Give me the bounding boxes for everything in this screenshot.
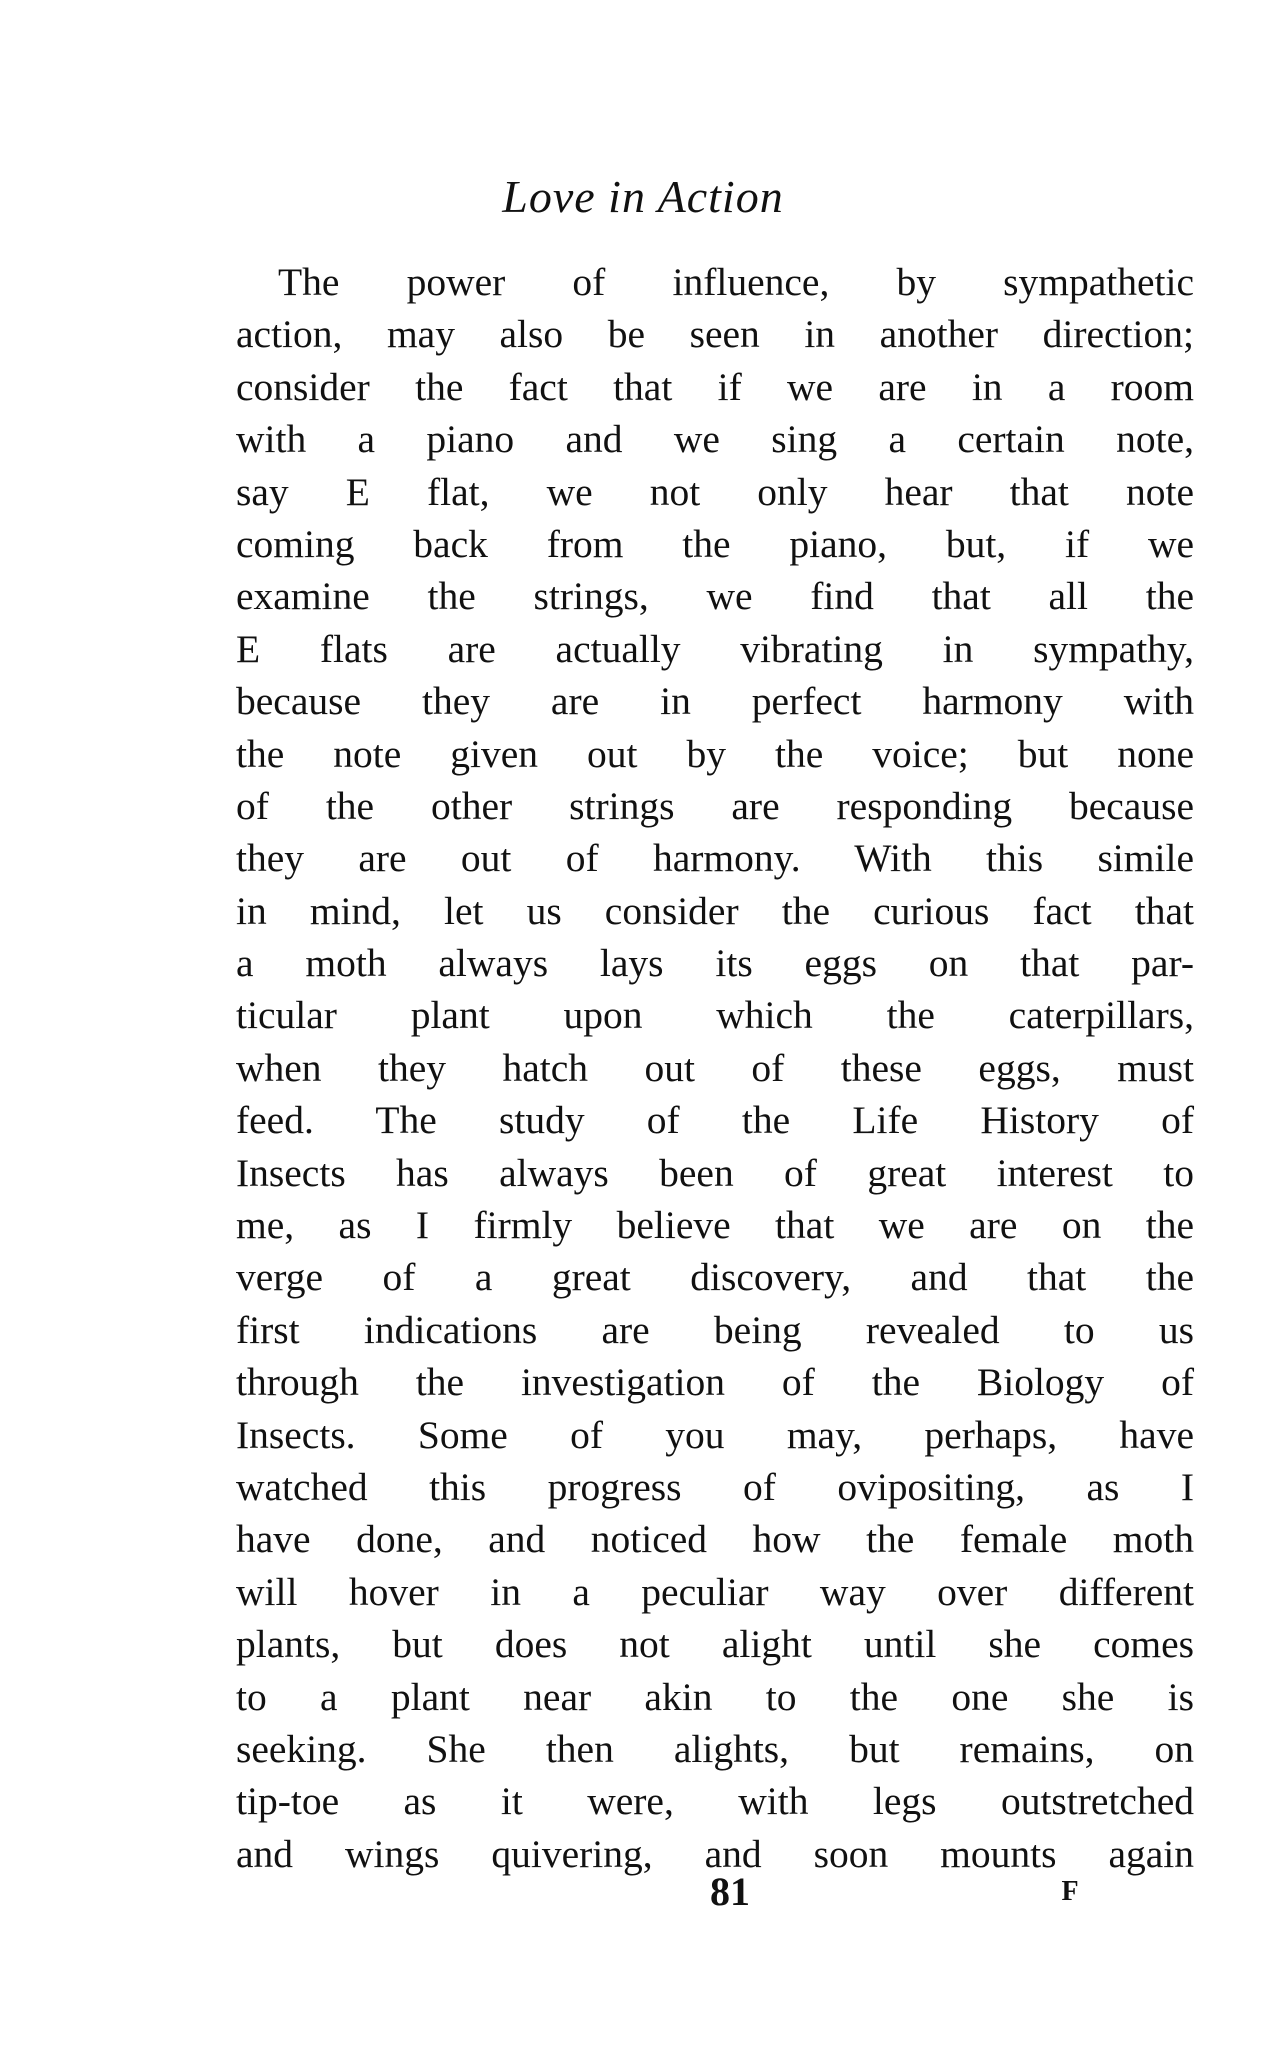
text-line: consider the fact that if we are in a room <box>236 364 1194 409</box>
text-line: ticular plant upon which the caterpillars, <box>236 993 1194 1038</box>
text-line: Insects has always been of great interest to <box>236 1150 1194 1195</box>
text-line: seeking. She then alights, but remains, on <box>236 1726 1194 1771</box>
text-line: feed. The study of the Life History of <box>236 1098 1194 1143</box>
text-line: me, as I firmly believe that we are on the <box>236 1203 1194 1248</box>
text-line: E flats are actually vibrating in sympathy, <box>236 626 1194 671</box>
body-text <box>236 256 1194 1880</box>
text-line: will hover in a peculiar way over different <box>236 1569 1194 1614</box>
text-line: Insects. Some of you may, perhaps, have <box>236 1412 1194 1457</box>
text-line: of the other strings are responding because <box>236 783 1194 828</box>
text-line: to a plant near akin to the one she is <box>236 1674 1194 1719</box>
text-line: examine the strings, we find that all the <box>236 574 1194 619</box>
text-line: tip-toe as it were, with legs outstretched <box>236 1779 1194 1824</box>
text-line: because they are in perfect harmony with <box>236 679 1194 724</box>
text-line: when they hatch out of these eggs, must <box>236 1045 1194 1090</box>
text-line: say E flat, we not only hear that note <box>236 469 1194 514</box>
text-line: The power of influence, by sympathetic <box>278 260 1194 304</box>
text-line: watched this progress of ovipositing, as I <box>236 1464 1194 1509</box>
text-line: have done, and noticed how the female moth <box>236 1517 1194 1562</box>
text-line: first indications are being revealed to us <box>236 1307 1194 1352</box>
text-line: plants, but does not alight until she comes <box>236 1622 1194 1667</box>
text-line: through the investigation of the Biology of <box>236 1360 1194 1405</box>
text-line: a moth always lays its eggs on that par- <box>236 941 1194 986</box>
page-number: 81 <box>710 1869 750 1914</box>
text-line: verge of a great discovery, and that the <box>236 1255 1194 1300</box>
text-line: they are out of harmony. With this simile <box>236 836 1194 881</box>
text-line: action, may also be seen in another direction; <box>236 312 1194 357</box>
text-line: with a piano and we sing a certain note, <box>236 417 1194 462</box>
running-head: Love in Action <box>502 171 784 222</box>
text-line: and wings quivering, and soon mounts again <box>236 1831 1194 1876</box>
text-line: the note given out by the voice; but none <box>236 731 1194 776</box>
signature-mark: F <box>1061 1876 1079 1907</box>
text-line: coming back from the piano, but, if we <box>236 521 1194 566</box>
text-line: in mind, let us consider the curious fact that <box>236 888 1194 933</box>
